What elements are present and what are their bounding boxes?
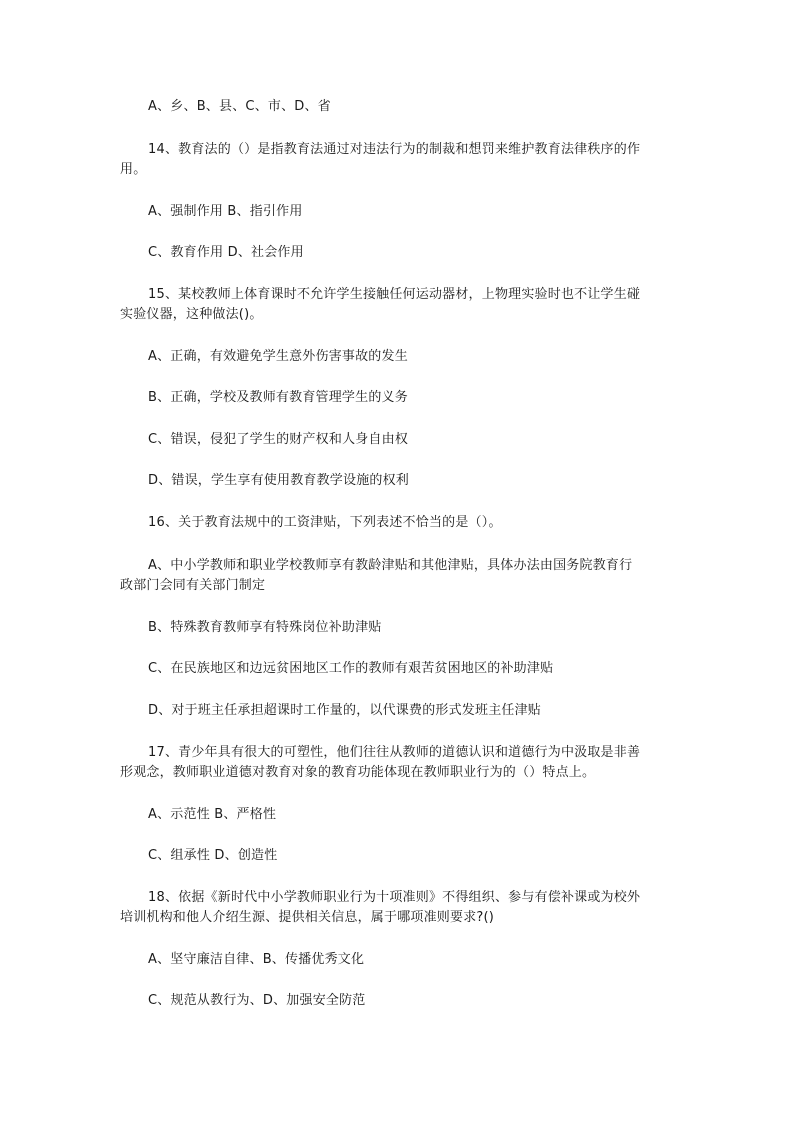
q16-option-a-cont: 政部门会同有关部门制定 — [120, 578, 266, 593]
q18-stem: 18、依据《新时代中小学教师职业行为十项准则》不得组织、参与有偿补课或为校外 — [148, 890, 641, 905]
q17-option-ab: A、示范性 B、严格性 — [148, 807, 277, 822]
q16-option-d: D、对于班主任承担超课时工作量的，以代课费的形式发班主任津贴 — [148, 703, 542, 718]
q14-stem: 14、教育法的（）是指教育法通过对违法行为的制裁和想罚来维护教育法律秩序的作 — [148, 142, 641, 157]
q14-option-cd: C、教育作用 D、社会作用 — [148, 245, 304, 260]
q15-stem: 15、某校教师上体育课时不允许学生接触任何运动器材，上物理实验时也不让学生碰 — [148, 287, 641, 302]
q16-stem: 16、关于教育法规中的工资津贴，下列表述不恰当的是（）。 — [148, 515, 502, 530]
q18-stem-cont: 培训机构和他人介绍生源、提供相关信息，属于哪项准则要求?() — [120, 910, 495, 925]
q15-option-a: A、正确，有效避免学生意外伤害事故的发生 — [148, 349, 408, 364]
q13-options: A、乡、B、县、C、市、D、省 — [148, 99, 331, 114]
q17-stem-cont: 形观念，教师职业道德对教育对象的教育功能体现在教师职业行为的（）特点上。 — [120, 765, 596, 780]
q14-stem-cont: 用。 — [120, 162, 147, 177]
q14-option-ab: A、强制作用 B、指引作用 — [148, 204, 303, 219]
q16-option-a: A、中小学教师和职业学校教师享有教龄津贴和其他津贴，具体办法由国务院教育行 — [148, 558, 633, 573]
q18-option-cd: C、规范从教行为、D、加强安全防范 — [148, 993, 366, 1008]
q15-option-d: D、错误，学生享有使用教育教学设施的权利 — [148, 473, 410, 488]
q18-option-ab: A、坚守廉洁自律、B、传播优秀文化 — [148, 952, 365, 967]
q17-option-cd: C、组承性 D、创造性 — [148, 848, 278, 863]
q15-option-c: C、错误，侵犯了学生的财产权和人身自由权 — [148, 432, 409, 447]
q15-stem-cont: 实验仪器，这种做法()。 — [120, 307, 263, 322]
q16-option-c: C、在民族地区和边远贫困地区工作的教师有艰苦贫困地区的补助津贴 — [148, 661, 554, 676]
q17-stem: 17、青少年具有很大的可塑性，他们往往从教师的道德认识和道德行为中汲取是非善 — [148, 745, 641, 760]
q15-option-b: B、正确，学校及教师有教育管理学生的义务 — [148, 390, 408, 405]
q16-option-b: B、特殊教育教师享有特殊岗位补助津贴 — [148, 620, 382, 635]
